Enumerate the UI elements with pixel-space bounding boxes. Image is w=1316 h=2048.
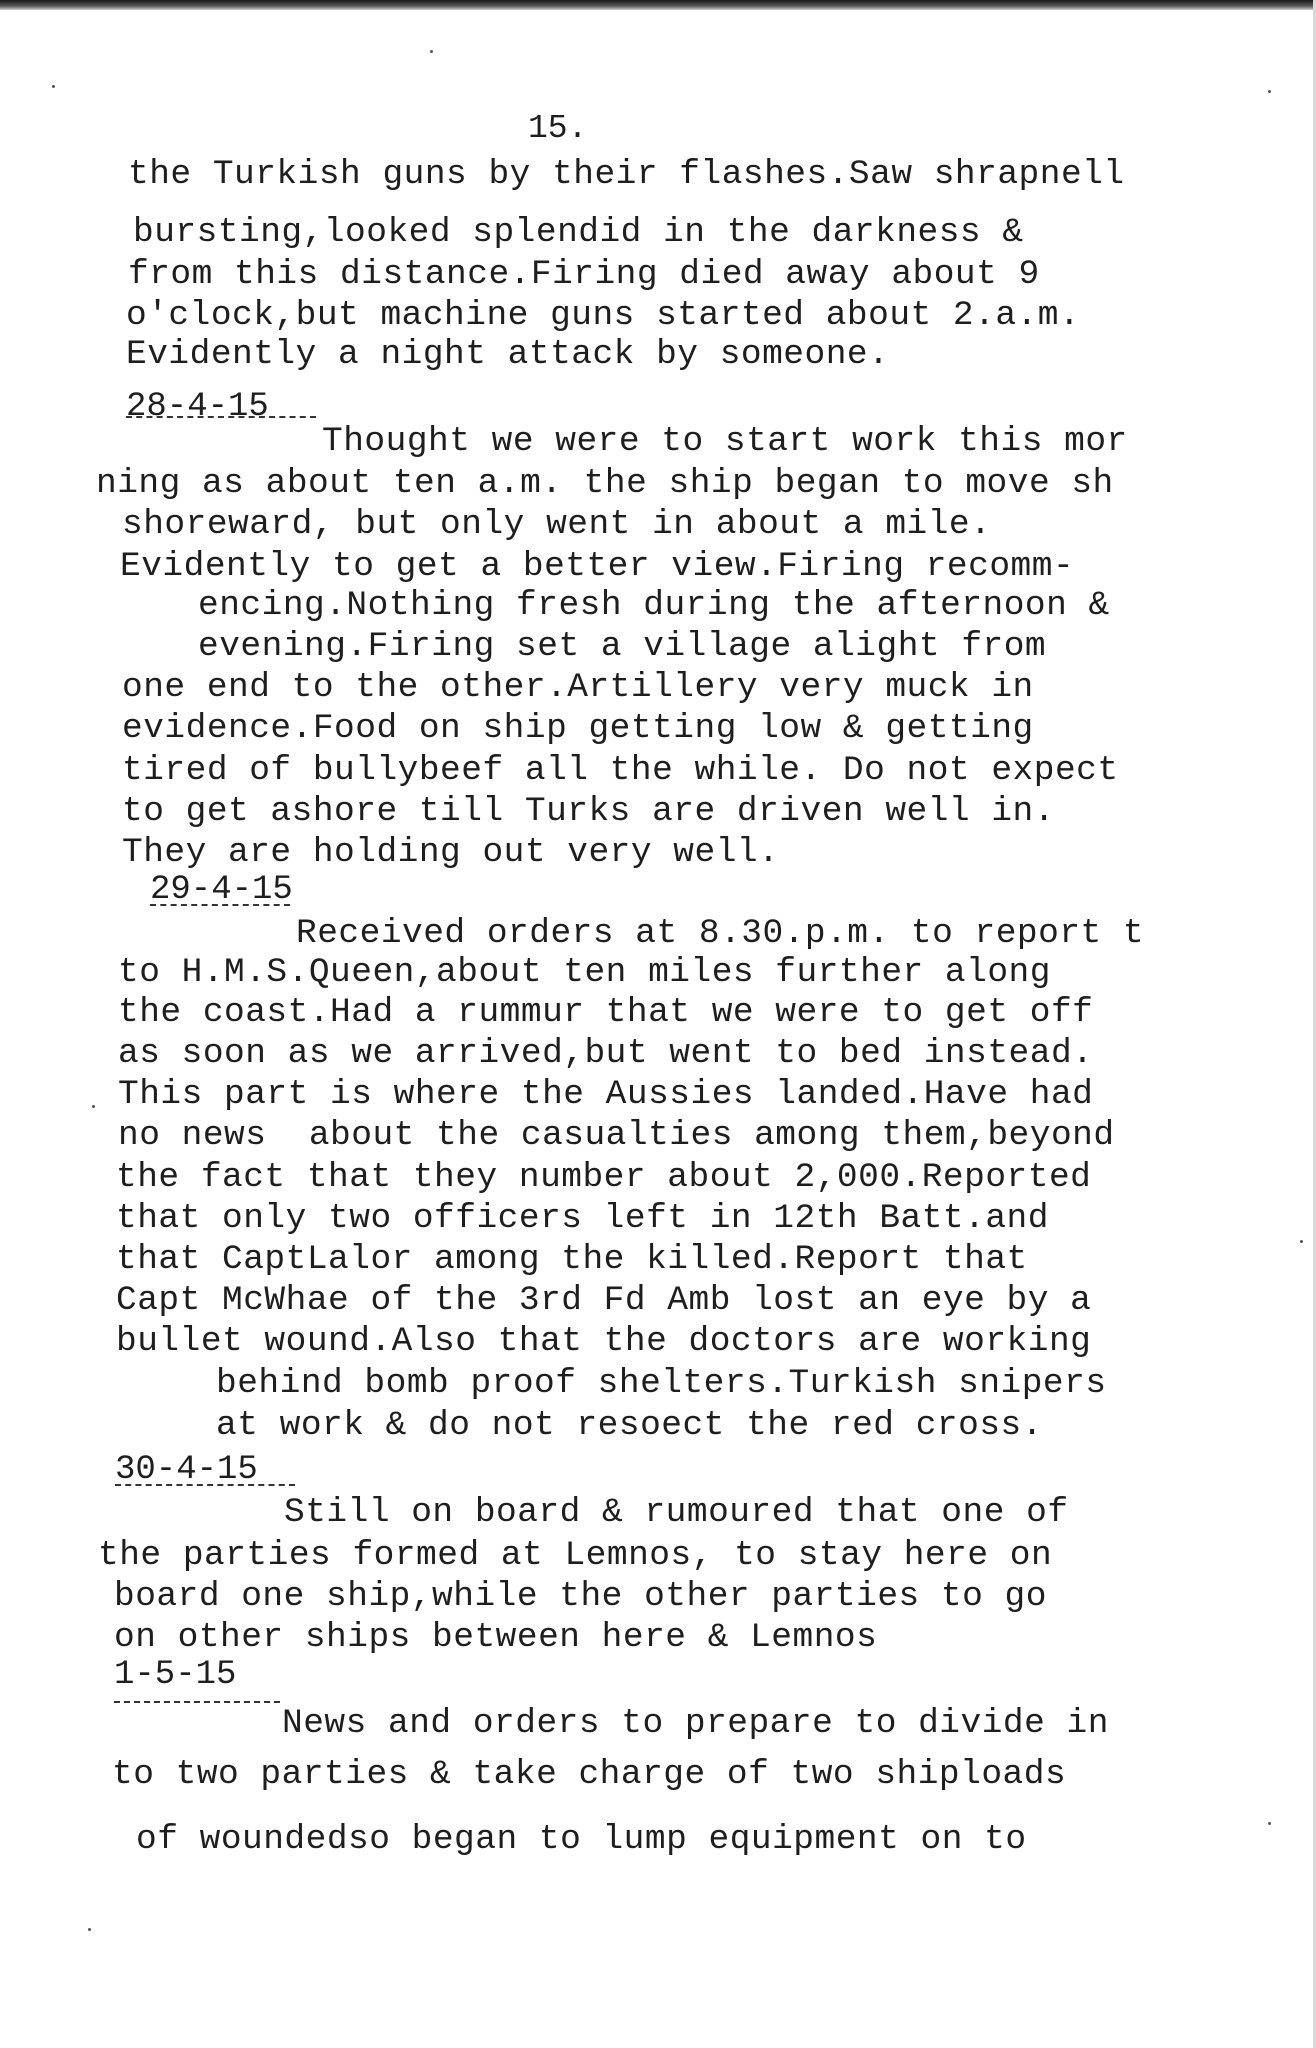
- text-line: to H.M.S.Queen,about ten miles further along: [118, 953, 1051, 992]
- entry-date: 29-4-15: [150, 871, 293, 909]
- text-line: behind bomb proof shelters.Turkish snipers: [216, 1364, 1107, 1403]
- entry-date: 1-5-15: [114, 1656, 237, 1694]
- text-line: tired of bullybeef all the while. Do not expect: [122, 751, 1119, 790]
- date-underline: [126, 416, 316, 418]
- text-line: ning as about ten a.m. the ship began to move sh: [96, 464, 1114, 503]
- text-line: Evidently a night attack by someone.: [126, 335, 890, 374]
- scan-speck: [1268, 90, 1271, 93]
- text-line: the fact that they number about 2,000.Reported: [116, 1158, 1092, 1197]
- text-line: bullet wound.Also that the doctors are working: [116, 1322, 1092, 1361]
- text-line: Capt McWhae of the 3rd Fd Amb lost an eye by a: [116, 1281, 1092, 1320]
- text-line: board one ship,while the other parties to go: [114, 1577, 1047, 1616]
- date-underline: [114, 1701, 280, 1703]
- scan-speck: [1300, 1240, 1303, 1243]
- entry-date: 30-4-15: [115, 1451, 258, 1489]
- date-underline: [150, 904, 290, 906]
- text-line: of woundedso began to lump equipment on to: [136, 1820, 1027, 1859]
- text-line: no news about the casualties among them,beyond: [118, 1116, 1115, 1155]
- text-line: They are holding out very well.: [122, 833, 780, 872]
- text-line: evening.Firing set a village alight from: [198, 627, 1047, 666]
- text-line: News and orders to prepare to divide in: [282, 1704, 1109, 1743]
- text-line: the Turkish guns by their flashes.Saw shrapnell: [128, 155, 1125, 194]
- page-number: 15.: [528, 110, 588, 147]
- text-line: bursting,looked splendid in the darkness &: [133, 213, 1024, 252]
- text-line: Evidently to get a better view.Firing recomm-: [120, 547, 1075, 586]
- entry-date: 28-4-15: [126, 388, 269, 426]
- date-underline: [115, 1484, 295, 1486]
- text-line: This part is where the Aussies landed.Have had: [118, 1075, 1094, 1114]
- text-line: that only two officers left in 12th Batt.and: [116, 1199, 1049, 1238]
- scan-speck: [92, 1105, 95, 1108]
- text-line: the coast.Had a rummur that we were to get off: [118, 993, 1094, 1032]
- text-line: that CaptLalor among the killed.Report that: [116, 1240, 1028, 1279]
- text-line: on other ships between here & Lemnos: [114, 1618, 878, 1657]
- text-line: the parties formed at Lemnos, to stay here on: [98, 1536, 1053, 1575]
- text-line: encing.Nothing fresh during the afternoon &: [198, 586, 1110, 625]
- scan-speck: [52, 85, 55, 88]
- text-line: evidence.Food on ship getting low & getting: [122, 709, 1034, 748]
- scan-top-edge: [0, 0, 1316, 10]
- text-line: one end to the other.Artillery very muck in: [122, 668, 1034, 707]
- text-line: as soon as we arrived,but went to bed instead.: [118, 1034, 1094, 1073]
- text-line: Still on board & rumoured that one of: [284, 1493, 1069, 1532]
- text-line: to get ashore till Turks are driven well in.: [122, 792, 1055, 831]
- text-line: from this distance.Firing died away about 9: [128, 255, 1040, 294]
- text-line: shoreward, but only went in about a mile.: [122, 505, 992, 544]
- text-line: at work & do not resoect the red cross.: [216, 1406, 1043, 1445]
- scan-speck: [430, 50, 433, 53]
- text-line: o'clock,but machine guns started about 2.a.m.: [126, 296, 1081, 335]
- text-line: Received orders at 8.30.p.m. to report t: [296, 914, 1145, 953]
- scan-speck: [1268, 1822, 1271, 1825]
- scan-speck: [88, 1928, 91, 1931]
- text-line: to two parties & take charge of two shiploads: [112, 1755, 1067, 1794]
- text-line: Thought we were to start work this mor: [322, 422, 1128, 461]
